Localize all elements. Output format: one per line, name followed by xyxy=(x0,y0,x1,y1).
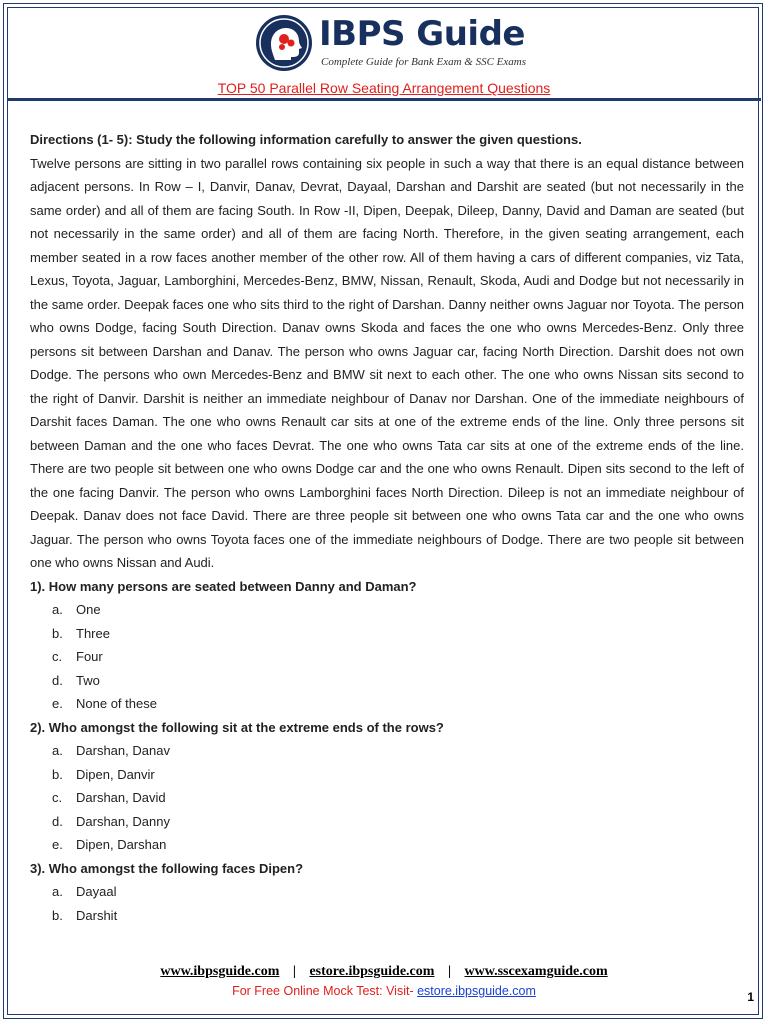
page-footer xyxy=(0,964,768,998)
page-header xyxy=(0,8,768,98)
mock-test-prefix: For Free Online Mock Test: Visit- xyxy=(232,984,418,998)
option-text: One xyxy=(76,602,101,617)
option-letter: b. xyxy=(52,625,63,641)
option-letter: c. xyxy=(52,649,63,664)
option-item xyxy=(30,669,744,693)
brand-name: IBPS Guide xyxy=(319,14,525,54)
option-list xyxy=(30,598,744,716)
option-list xyxy=(30,739,744,857)
option-item xyxy=(30,763,744,787)
option-list xyxy=(30,880,744,927)
option-item xyxy=(30,786,744,810)
brand-logo[interactable] xyxy=(255,14,525,76)
mock-test-line xyxy=(0,984,768,998)
footer-link-ibpsguide[interactable]: www.ibpsguide.com xyxy=(160,964,280,979)
question-text: 1). How many persons are seated between Danny and Daman? xyxy=(30,578,417,594)
option-text: Dipen, Danvir xyxy=(76,766,155,782)
option-letter: e. xyxy=(52,696,63,711)
footer-separator: | xyxy=(292,964,296,979)
document-title: TOP 50 Parallel Row Seating Arrangement Questions xyxy=(217,80,551,96)
brand-tagline: Complete Guide for Bank Exam & SSC Exams xyxy=(321,56,526,68)
option-item xyxy=(30,810,744,834)
option-text: Darshan, David xyxy=(76,790,166,805)
page-number: 1 xyxy=(747,990,754,1004)
option-letter: c. xyxy=(52,790,63,805)
document-body xyxy=(30,128,744,927)
option-item xyxy=(30,692,744,716)
puzzle-passage: Twelve persons are sitting in two parallel rows containing six people in such a way that there is an equal distance between adjacent persons. In Row – I, Danvir, Danav, Devrat, Dayaal, Darshan and Darshit are seated (but not necessarily in the same order) and all of them are facing South. In Row -II, Dipen, Deepak, Dileep, Danny, David and Daman are seated (but not necessarily in the same order) and all of them are facing North. Therefore, in the given seating arrangement, each member seated in a row faces another member of the other row. All of them having a cars of different companies, viz Tata, Lexus, Toyota, Jaguar, Lamborghini, Mercedes-Benz, BMW, Nissan, Renault, Skoda, Audi and Dodge but not necessarily in the same order. Deepak faces one who sits third to the right of Darshan. Danny neither owns Jaguar nor Toyota. The person who owns Dodge, facing South Direction. Danav owns Skoda and faces the one who owns Mercedes-Benz. Only three persons sit between Darshan and Danav. The person who owns Jaguar car, facing North Direction. Darshit does not own Dodge. The persons who own Mercedes-Benz and BMW sit next to each other. The one who owns Nissan sits second to the right of Danvir. Darshit is neither an immediate neighbour of Danav nor Darshan. One of the immediate neighbours of Darshit faces Daman. The one who owns Renault car sits at one of the extreme ends of the line. Only three persons sit between Daman and the one who faces Devrat. The one who owns Tata car sits at one of the extreme ends of the line. There are two people sit between one who owns Dodge car and the one who owns Renault. Dipen sits second to the left of the one facing Danvir. The person who owns Lamborghini faces North Direction. Dileep is not an immediate neighbour of Deepak. Danav does not face David. There are three people sit between one who owns Tata car and the one who owns Jaguar. The person who owns Toyota faces one of the immediate neighbours of Dodge. There are two people sit between one who owns Nissan and Audi. xyxy=(30,155,744,570)
option-item xyxy=(30,833,744,857)
option-letter: a. xyxy=(52,602,63,617)
option-letter: a. xyxy=(52,743,63,758)
option-text: Three xyxy=(76,625,110,641)
option-text: Dipen, Darshan xyxy=(76,837,167,852)
option-letter: d. xyxy=(52,813,63,829)
footer-link-estore[interactable]: estore.ibpsguide.com xyxy=(309,964,435,979)
footer-links xyxy=(0,964,768,980)
option-text: Dayaal xyxy=(76,884,117,899)
question-text: 2). Who amongst the following sit at the extreme ends of the rows? xyxy=(30,719,444,735)
question-2 xyxy=(30,716,744,857)
option-text: None of these xyxy=(76,696,157,711)
option-item xyxy=(30,739,744,763)
option-letter: b. xyxy=(52,766,63,782)
brain-head-icon xyxy=(255,14,313,72)
option-text: Four xyxy=(76,649,103,664)
option-item xyxy=(30,645,744,669)
footer-separator: | xyxy=(447,964,452,979)
directions-heading: Directions (1- 5): Study the following information carefully to answer the given questions. xyxy=(30,132,582,147)
option-item xyxy=(30,622,744,646)
mock-test-link[interactable]: estore.ibpsguide.com xyxy=(417,984,536,998)
option-letter: d. xyxy=(52,672,63,688)
question-text: 3). Who amongst the following faces Dipen? xyxy=(30,860,304,876)
option-letter: a. xyxy=(52,884,63,899)
option-text: Darshit xyxy=(76,907,118,923)
option-text: Darshan, Danav xyxy=(76,743,170,758)
option-letter: b. xyxy=(52,907,63,923)
footer-link-sscexamguide[interactable]: www.sscexamguide.com xyxy=(464,964,608,979)
option-item xyxy=(30,598,744,622)
option-item xyxy=(30,880,744,904)
option-text: Two xyxy=(76,672,100,688)
option-letter: e. xyxy=(52,837,63,852)
question-1 xyxy=(30,575,744,716)
question-3 xyxy=(30,857,744,928)
option-text: Darshan, Danny xyxy=(76,813,170,829)
header-divider xyxy=(7,98,761,101)
option-item xyxy=(30,904,744,928)
